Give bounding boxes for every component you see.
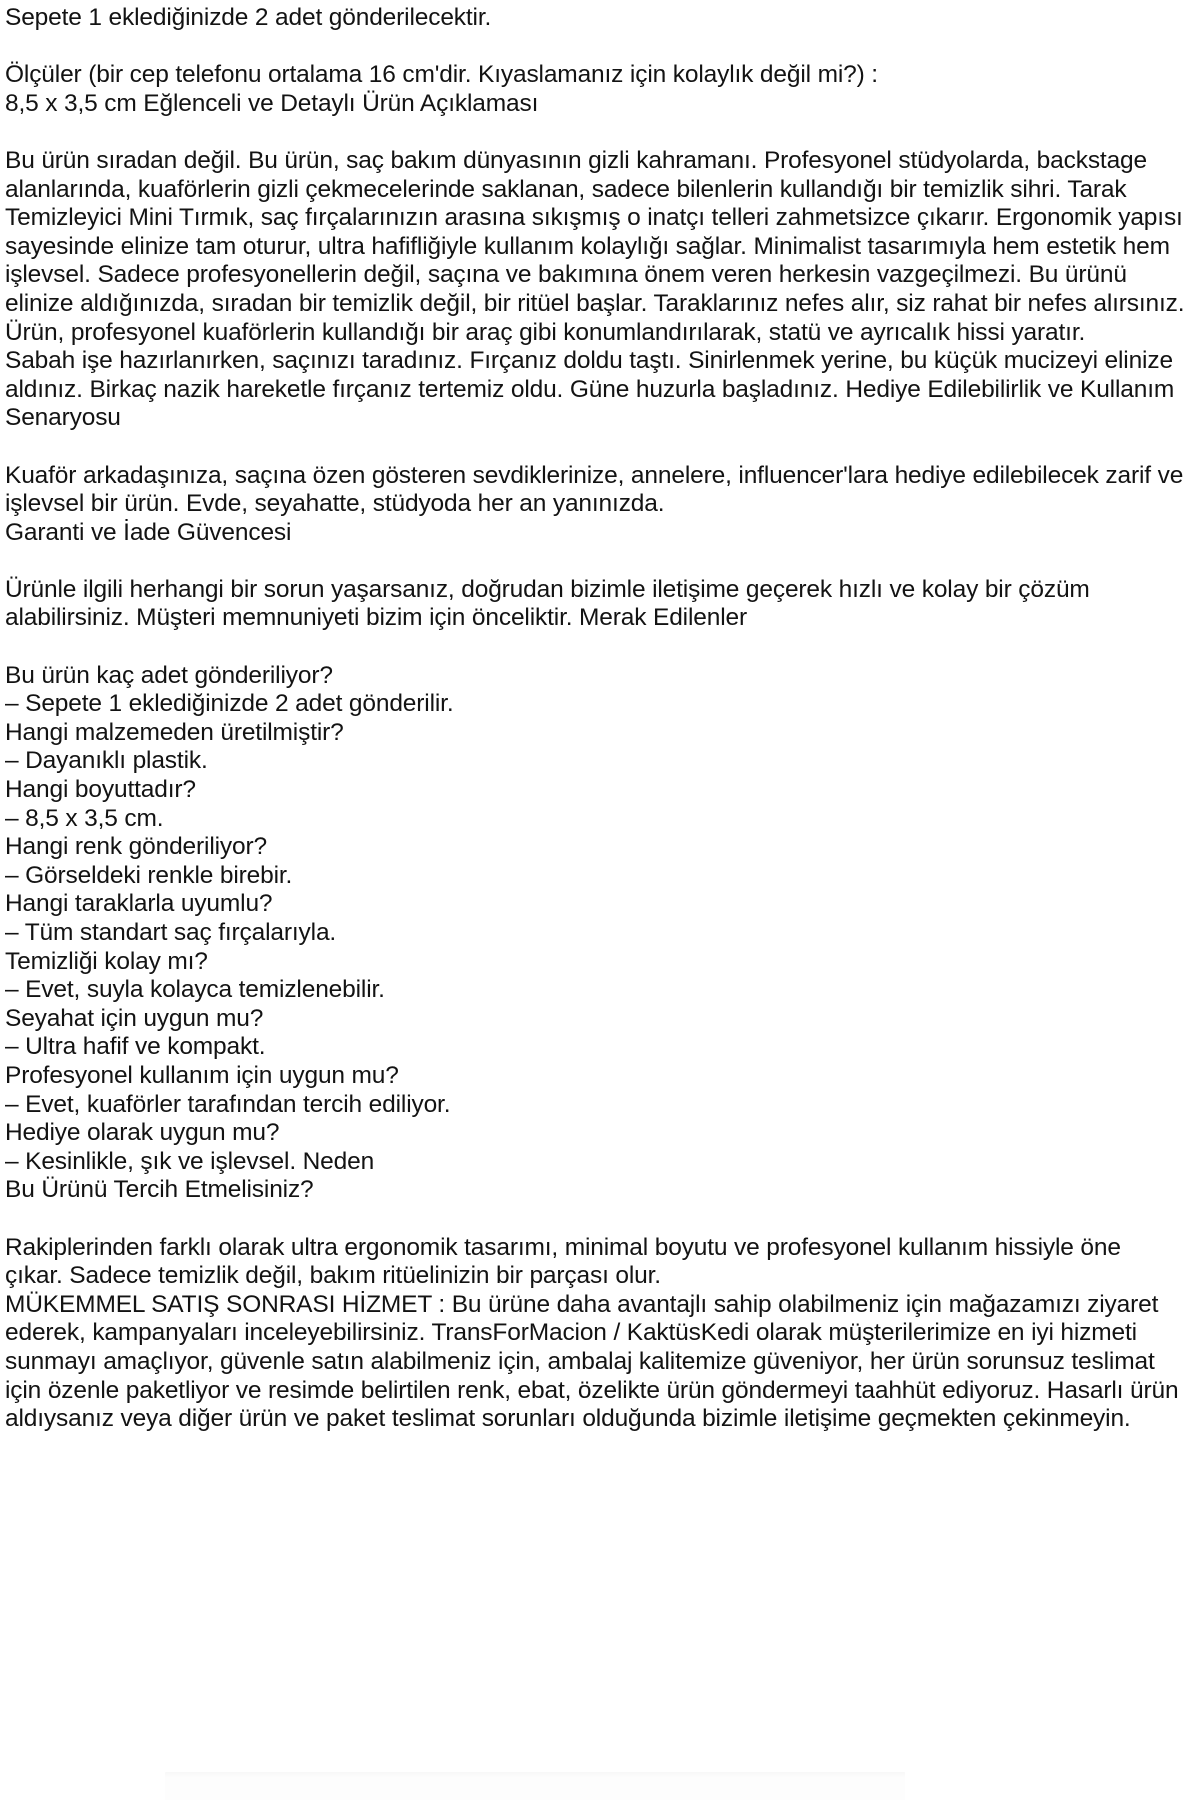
faq-question: Profesyonel kullanım için uygun mu? (5, 1061, 399, 1089)
faq-question: Hediye olarak uygun mu? (5, 1119, 280, 1147)
faq-question: Hangi boyuttadır? (5, 776, 196, 804)
why-choose-block (5, 1234, 1185, 1291)
after-sales-block (5, 1291, 1185, 1434)
warranty-block (5, 576, 1185, 633)
spacer (5, 118, 1185, 147)
faq-question: Hangi renk gönderiliyor? (5, 833, 267, 861)
spacer (5, 633, 1185, 662)
scenario-paragraph: Sabah işe hazırlanırken, saçınızı taradınız. Fırçanız doldu taştı. Sinirlenmek yerine, bu küçük mucizeyi elinize aldınız. Birkaç nazik hareketle fırçanız tertemiz oldu. Güne huzurla başladınız. Hediye Edilebilirlik ve Kullanım Senaryosu (5, 347, 1175, 432)
description-body (5, 4, 1185, 1434)
warranty-paragraph: Ürünle ilgili herhangi bir sorun yaşarsanız, doğrudan bizimle iletişime geçerek hızlı ve kolay bir çözüm alabilirsiniz. Müşteri memnuniyeti bizim için önceliktir. Merak Edilenler (5, 575, 1090, 632)
spacer (5, 1205, 1185, 1234)
scenario-block (5, 347, 1185, 433)
faq-answer: – Dayanıklı plastik. (5, 747, 208, 775)
dimensions-intro-line-2: 8,5 x 3,5 cm Eğlenceli ve Detaylı Ürün Açıklaması (5, 89, 539, 117)
faq-answer: – Kesinlikle, şık ve işlevsel. Neden (5, 1147, 375, 1175)
bottom-content-panel (165, 1772, 905, 1800)
faq-answer: – Görseldeki renkle birebir. (5, 861, 293, 889)
faq-question: Seyahat için uygun mu? (5, 1004, 264, 1032)
faq-question: Hangi malzemeden üretilmiştir? (5, 718, 344, 746)
spacer (5, 547, 1185, 576)
spacer (5, 33, 1185, 62)
spacer (5, 433, 1185, 462)
faq-answer: – Tüm standart saç fırçalarıyla. (5, 919, 337, 946)
faq-block (5, 662, 1185, 1205)
faq-question: Temizliği kolay mı? (5, 947, 208, 975)
main-description: Bu ürün sıradan değil. Bu ürün, saç bakım dünyasının gizli kahramanı. Profesyonel stüdyolarda, backstage alanlarında, kuaförlerin gizli çekmecelerinde saklanan, sadece bilenlerin kullandığı bir temizlik sihri. Tarak Temizleyici Mini Tırmık, saç fırçalarınızın arasına sıkışmış o inatçı telleri zahmetsizce çıkarır. Ergonomik yapısı sayesinde elinize tam oturur, ultra hafifliğiyle kullanım kolaylığı sağlar. Minimalist tasarımıyla hem estetik hem işlevsel. Sadece profesyonellerin değil, saçına ve bakımına önem veren herkesin vazgeçilmezi. Bu ürünü elinize aldığınızda, sıradan bir temizlik değil, bir ritüel başlar. Taraklarınız nefes alır, siz rahat bir nefes alırsınız. Ürün, profesyonel kuaförlerin kullandığı bir araç gibi konumlandırılarak, statü ve ayrıcalık hissi yaratır. (5, 146, 1185, 346)
faq-answer: – Evet, suyla kolayca temizlenebilir. (5, 976, 385, 1004)
gift-block (5, 462, 1185, 519)
shipping-note-block (5, 4, 1185, 33)
faq-question: Bu ürün kaç adet gönderiliyor? (5, 661, 333, 689)
why-choose-heading: Bu Ürünü Tercih Etmelisiniz? (5, 1176, 314, 1204)
faq-answer: – 8,5 x 3,5 cm. (5, 804, 164, 832)
warranty-heading: Garanti ve İade Güvencesi (5, 518, 292, 546)
warranty-heading-block (5, 519, 1185, 548)
faq-answer: – Evet, kuaförler tarafından tercih ediliyor. (5, 1090, 451, 1118)
gift-paragraph: Kuaför arkadaşınıza, saçına özen gösteren sevdiklerinize, annelere, influencer'lara hediye edilebilecek zarif ve işlevsel bir ürün. Evde, seyahatte, stüdyoda her an yanınızda. (5, 461, 1184, 518)
shipping-note: Sepete 1 eklediğinizde 2 adet gönderilecektir. (5, 4, 492, 31)
faq-answer: – Sepete 1 eklediğinizde 2 adet gönderilir. (5, 690, 454, 718)
why-choose-paragraph: Rakiplerinden farklı olarak ultra ergonomik tasarımı, minimal boyutu ve profesyonel kullanım hissiyle öne çıkar. Sadece temizlik değil, bakım ritüelinizin bir parçası olur. (5, 1233, 1121, 1290)
dimensions-block (5, 61, 1185, 118)
faq-question: Hangi taraklarla uyumlu? (5, 890, 273, 918)
dimensions-intro-line-1: Ölçüler (bir cep telefonu ortalama 16 cm'dir. Kıyaslamanız için kolaylık değil mi?) : (5, 61, 878, 89)
main-description-block (5, 147, 1185, 347)
after-sales-paragraph: MÜKEMMEL SATIŞ SONRASI HİZMET : Bu ürüne daha avantajlı sahip olabilmeniz için mağazamızı ziyaret ederek, kampanyaları inceleyebilirsiniz. TransForMacion / KaktüsKedi olarak müşterilerimize en iyi hizmeti sunmayı amaçlıyor, güvenle satın alabilmeniz için, ambalaj kalitemize güveniyor, her ürün sorunsuz teslimat için özenle paketliyor ve resimde belirtilen renk, ebat, özelikte ürün göndermeyi taahhüt ediyoruz. Hasarlı ürün aldıysanız veya diğer ürün ve paket teslimat sorunları olduğunda bizimle iletişime geçmekten çekinmeyin. (5, 1290, 1179, 1433)
faq-answer: – Ultra hafif ve kompakt. (5, 1033, 266, 1061)
